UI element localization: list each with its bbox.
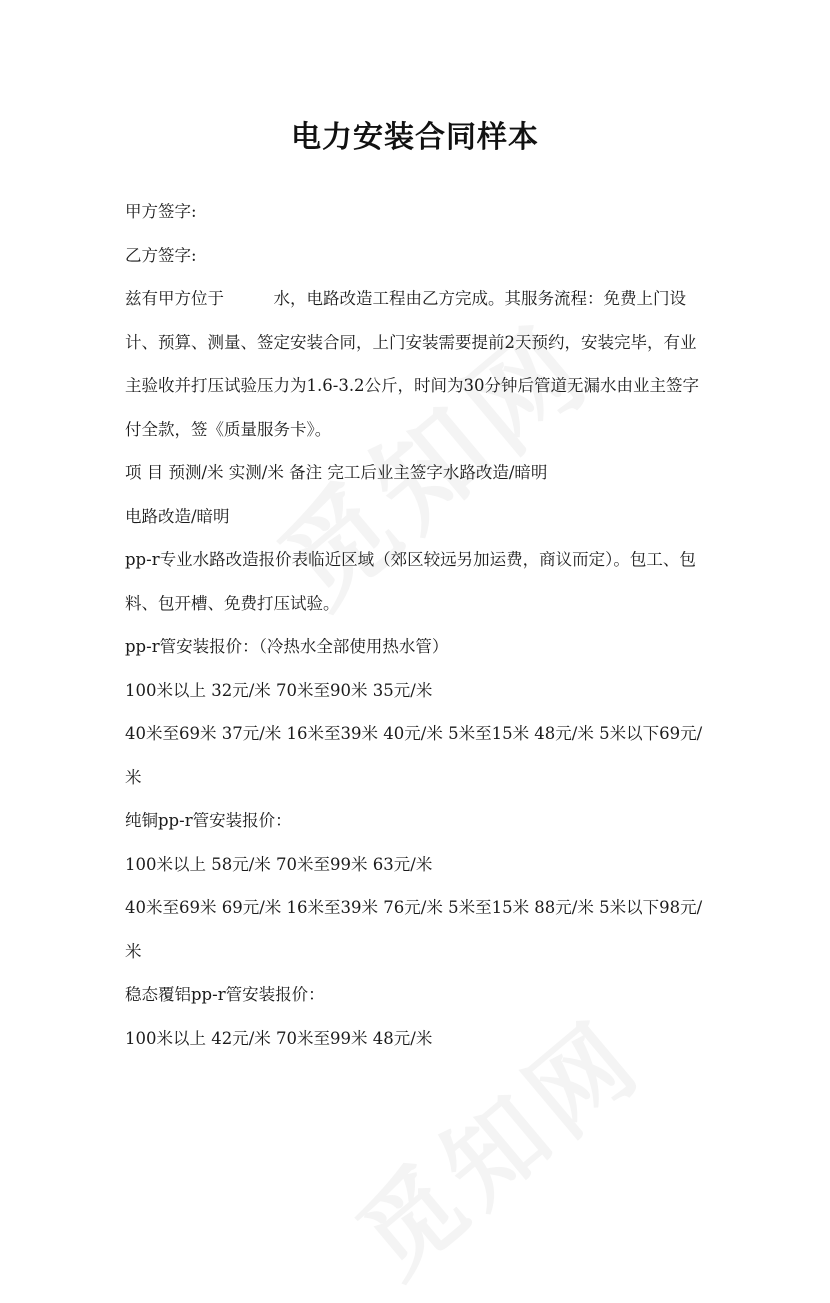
aluminum-ppr-price-line: 100米以上 42元/米 70米至99米 48元/米: [125, 1028, 433, 1048]
ppr-price-line: 40米至69米 37元/米 16米至39米 40元/米 5米至15米 48元/米 5米以下69元/米: [125, 724, 703, 787]
document-title: 电力安装合同样本: [291, 120, 539, 155]
copper-ppr-price-line: 100米以上 58元/米 70米至99米 63元/米: [125, 854, 433, 874]
price-list-intro-paragraph: pp-r专业水路改造报价表临近区域（郊区较远另加运费，商议而定）。包工、包料、包开槽、免费打压试验。: [125, 550, 696, 613]
party-b-signature-line: 乙方签字:: [125, 245, 197, 265]
document-body: [125, 190, 705, 1060]
aluminum-ppr-price-heading: 稳态覆铝pp-r管安装报价：: [125, 985, 325, 1004]
party-a-signature-line: 甲方签字:: [125, 202, 197, 221]
copper-ppr-price-heading: 纯铜pp-r管安装报价：: [125, 811, 292, 830]
copper-ppr-price-line: 40米至69米 69元/米 16米至39米 76元/米 5米至15米 88元/米 5米以下98元/米: [125, 898, 703, 961]
circuit-modification-line: 电路改造/暗明: [125, 506, 230, 526]
ppr-price-line: 100米以上 32元/米 70米至90米 35元/米: [125, 680, 433, 700]
item-header-line: 项 目 预测/米 实测/米 备注 完工后业主签字水路改造/暗明: [125, 463, 548, 482]
ppr-price-heading: pp-r管安装报价：（冷热水全部使用热水管）: [125, 637, 449, 656]
service-description-paragraph: 兹有甲方位于 水，电路改造工程由乙方完成。其服务流程：免费上门设计、预算、测量、签定安装合同，上门安装需要提前2天预约，安装完毕，有业主验收并打压试验压力为1.6-3.2公斤，时间为30分钟后管道无漏水由业主签字付全款，签《质量服务卡》。: [125, 289, 700, 439]
